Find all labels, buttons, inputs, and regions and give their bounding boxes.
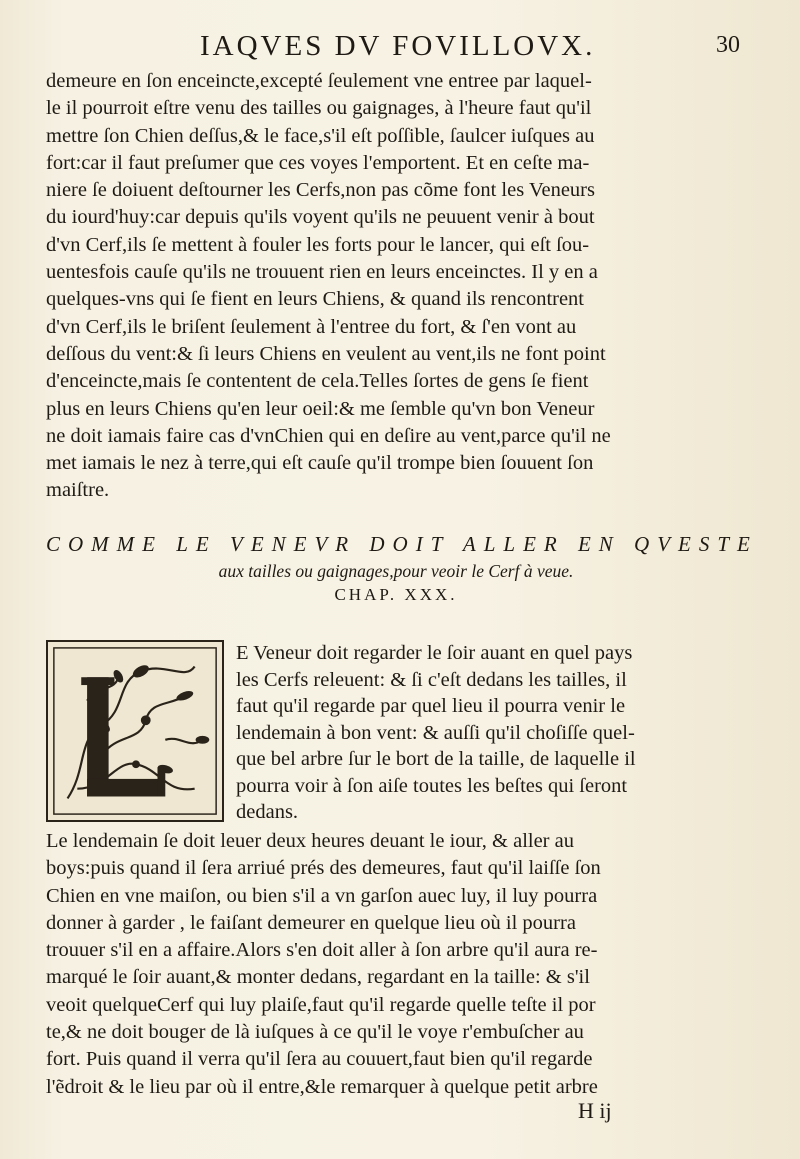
decorated-initial-l <box>46 640 224 822</box>
chapter-title-line-2: aux tailles ou gaignages,pour veoir le Cerf à veue. <box>218 561 574 581</box>
paragraph-3 <box>46 828 746 1101</box>
text-line: met iamais le nez à terre,qui eſt cauſe qu'il trompe bien ſouuent ſon <box>46 452 594 475</box>
running-head: IAQVES DV FOVILLOVX. <box>200 30 596 62</box>
text-line: lendemain à bon vent: & auſſi qu'il choſiſſe quel- <box>236 721 635 744</box>
text-line: fort. Puis quand il verra qu'il ſera au couuert,faut bien qu'il regarde <box>46 1048 593 1071</box>
text-line: donner à garder , le faiſant demeurer en quelque lieu où il pourra <box>46 911 576 934</box>
text-line: d'vn Cerf,ils le briſent ſeulement à l'entree du fort, & ſ'en vont au <box>46 315 577 338</box>
text-line: pourra voir à ſon aiſe toutes les beſtes qui ſeront <box>236 774 628 797</box>
text-line: le il pourroit eſtre venu des tailles ou gaignages, à l'heure faut qu'il <box>46 97 592 120</box>
chapter-number: CHAP. XXX. <box>334 585 458 604</box>
text-line: d'enceincte,mais ſe contentent de cela.Telles ſortes de gens ſe fient <box>46 370 589 393</box>
text-line: veoit quelqueCerf qui luy plaiſe,faut qu'il regarde quelle teſte il por <box>46 993 596 1016</box>
paragraph-2 <box>236 640 736 826</box>
text-line: ne doit iamais faire cas d'vnChien qui en deſire au vent,parce qu'il ne <box>46 424 611 447</box>
text-line: quelques-vns qui ſe fient en leurs Chiens, & quand ils rencontrent <box>46 288 585 311</box>
text-line: niere ſe doiuent deſtourner les Cerfs,non pas cõme font les Veneurs <box>46 179 595 202</box>
text-line: Chien en vne maiſon, ou bien s'il a vn garſon auec luy, il luy pourra <box>46 884 598 907</box>
text-line: deſſous du vent:& ſi leurs Chiens en veulent au vent,ils ne font point <box>46 342 606 365</box>
text-line: faut qu'il regarde par quel lieu il pourra venir le <box>236 695 626 717</box>
text-line: que bel arbre ſur le bort de la taille, de laquelle il <box>236 748 636 770</box>
page-header <box>0 28 800 68</box>
text-line: fort:car il faut preſumer que ces voyes l'emportent. Et en ceſte ma- <box>46 151 590 174</box>
text-line: d'vn Cerf,ils ſe mettent à fouler les forts pour le lancer, qui eſt ſou- <box>46 233 590 256</box>
floral-ornament-icon <box>48 642 222 820</box>
text-line: dedans. <box>236 801 299 823</box>
text-line: l'ẽdroit & le lieu par où il entre,&le remarquer à quelque petit arbre <box>46 1075 598 1098</box>
text-line: demeure en ſon enceincte,excepté ſeulement vne entree par laquel- <box>46 70 592 92</box>
paragraph-1 <box>46 68 746 505</box>
text-line: du iourd'huy:car depuis qu'ils voyent qu'ils ne peuuent venir à bout <box>46 206 595 229</box>
text-line: boys:puis quand il ſera arriué prés des demeures, faut qu'il laiſſe ſon <box>46 857 601 880</box>
text-line: maiſtre. <box>46 479 110 502</box>
chapter-title-line-1: COMME LE VENEVR DOIT ALLER EN QVESTE <box>46 532 758 556</box>
text-line: marqué le ſoir auant,& monter dedans, regardant en la taille: & s'il <box>46 966 590 989</box>
text-line: E Veneur doit regarder le ſoir auant en quel pays <box>236 642 633 664</box>
text-line: les Cerfs releuent: & ſi c'eſt dedans les tailles, il <box>236 668 627 691</box>
text-line: Le lendemain ſe doit leuer deux heures deuant le iour, & aller au <box>46 830 574 852</box>
text-line: trouuer s'il en a affaire.Alors s'en doit aller à ſon arbre qu'il aura re- <box>46 939 598 962</box>
text-line: mettre ſon Chien deſſus,& le face,s'il eſt poſſible, ſaulcer iuſques au <box>46 124 595 147</box>
text-line: uentesfois cauſe qu'ils ne trouuent rien en leurs enceinctes. Il y en a <box>46 261 598 284</box>
page-number: 30 <box>716 32 740 58</box>
text-line: te,& ne doit bouger de là iuſques à ce qu'il le voye r'embuſcher au <box>46 1021 584 1044</box>
text-line: plus en leurs Chiens qu'en leur oeil:& me ſemble qu'vn bon Veneur <box>46 397 595 420</box>
chapter-heading <box>46 532 758 605</box>
signature-mark: H ij <box>578 1098 612 1123</box>
